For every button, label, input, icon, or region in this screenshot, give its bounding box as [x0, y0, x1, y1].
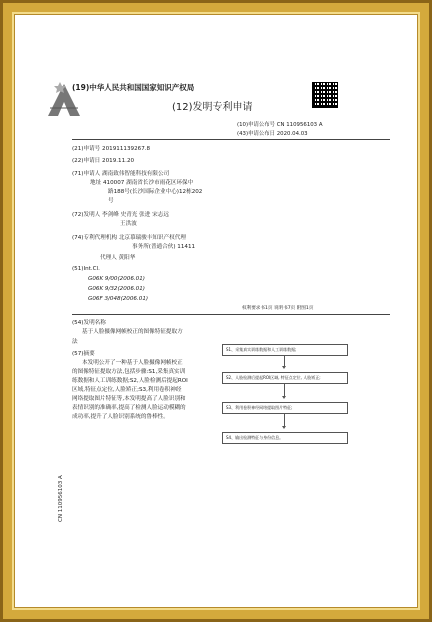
flowchart-step: S4、输出检测特征与身份信息。 [222, 432, 348, 444]
int-cl-label: (51)Int.Cl. [72, 266, 100, 272]
abstract-line: 表情识别的准确率,提高了检测人脸运动模糊的 [72, 405, 186, 411]
patent-agency: (74)专利代理机构 北京慕瑞骏丰知识产权代理 [72, 235, 186, 241]
flowchart-step: S1、采集真实训练数据和人工训练数据; [222, 344, 348, 356]
patent-page [22, 22, 410, 600]
abstract-line: 成功率,提升了人脸识别系统的鲁棒性。 [72, 414, 169, 420]
flowchart-arrow [284, 383, 285, 397]
flowchart-step: S2、人脸检测后提起ROI区域, 特征点定位, 人脸矫正; [222, 372, 348, 384]
patent-agent: 代理人 黄阳华 [100, 255, 136, 261]
abstract-line: 的图像特征提取方法,包括步骤:S1,采集真实训 [72, 369, 186, 375]
application-date: (22)申请日 2019.11.20 [72, 158, 135, 164]
abstract-line: 网络提取图片特征等,本发明提高了人脸识别和 [72, 396, 186, 402]
cnipa-emblem-icon [46, 78, 82, 118]
address-line: 路188号(长沙国际企业中心)12栋202 [108, 189, 203, 195]
ipc-code: G06K 9/32(2006.01) [88, 286, 145, 292]
application-number: (21)申请号 201911139267.8 [72, 146, 151, 152]
qr-code-icon [312, 82, 338, 108]
inventors: (72)发明人 李剑峰 史青光 张进 宋志远 [72, 212, 169, 218]
publication-number: (10)申请公布号 CN 110956103 A [237, 122, 323, 128]
abstract-line: 区域,特征点定位,人脸矫正;S3,利用卷积神经 [72, 387, 182, 393]
flowchart-arrow [284, 355, 285, 367]
ipc-code: G06F 3/048(2006.01) [88, 296, 149, 302]
ipc-code: G06K 9/00(2006.01) [88, 276, 145, 282]
side-publication-code: CN 110956103 A [58, 475, 64, 522]
document-type: (12)发明专利申请 [172, 102, 253, 113]
office-header: (19)中华人民共和国国家知识产权局 [72, 83, 195, 92]
invention-name-label: (54)发明名称 [72, 320, 106, 326]
patent-agency: 事务所(普通合伙) 11411 [132, 244, 196, 250]
section-rule [72, 314, 390, 315]
flowchart-arrow [284, 413, 285, 427]
inventors: 王洪波 [120, 221, 137, 227]
applicant: (71)申请人 湖南致伟智能科技有限公司 [72, 171, 170, 177]
page-counts: 权利要求书1页 说明书7页 附图1页 [242, 306, 314, 311]
address-line: 地址 410007 湖南省长沙市雨花区环保中 [90, 180, 194, 186]
invention-name: 法 [72, 339, 78, 345]
flowchart-step: S3、利用卷积神经网络提取图片特征; [222, 402, 348, 414]
invention-name: 基于人脸摄像网帧校正的图像特征提取方 [82, 329, 183, 335]
publication-date: (43)申请公布日 2020.04.03 [237, 131, 308, 137]
abstract-line: 本发明公开了一种基于人脸摄像网帧校正 [82, 360, 183, 366]
header-rule [72, 139, 390, 140]
abstract-line: 练数据和人工训练数据;S2,人脸检测后提起ROI [72, 378, 188, 384]
abstract-label: (57)摘要 [72, 351, 95, 357]
address-line: 号 [108, 198, 114, 204]
